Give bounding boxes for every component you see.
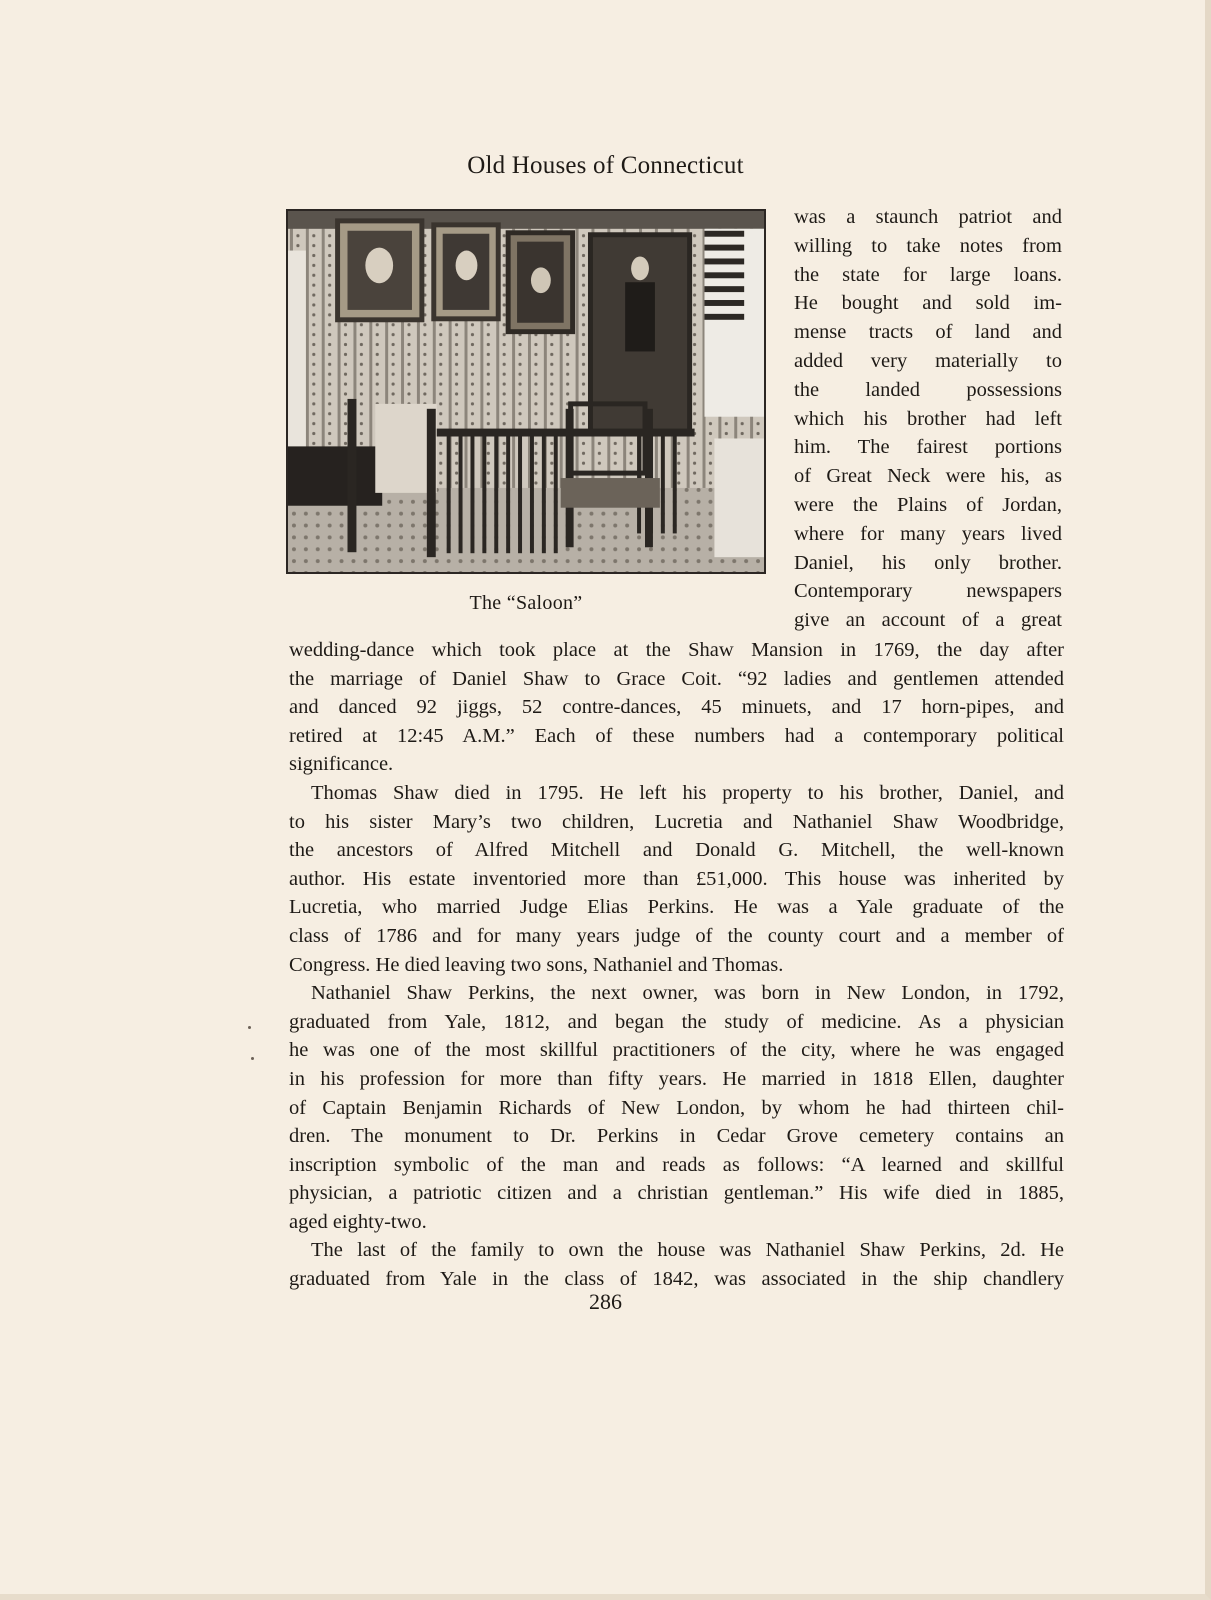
page-number: 286 [589,1289,622,1314]
text-line: were the Plains of Jordan, [794,493,1062,516]
text-line: graduated from Yale, 1812, and began the study of medicine. As a physician [289,1010,1064,1033]
text-line: added very materially to [794,349,1062,372]
text-line: in his profession for more than fifty years. He married in 1818 Ellen, daughter [289,1067,1064,1090]
speck-mark [248,1026,251,1029]
text-line: willing to take notes from [794,234,1062,257]
text-line: he was one of the most skillful practitioners of the city, where he was engaged [289,1039,1064,1062]
text-line: of Great Neck were his, as [794,465,1062,488]
paragraph-start: The last of the family to own the house was Nathaniel Shaw Perkins, 2d. He [311,1239,1064,1262]
figure-photograph [286,209,766,574]
figure-caption: The “Saloon” [469,592,583,614]
main-body-text [289,636,1064,1294]
speck-mark [251,1057,254,1060]
text-line: inscription symbolic of the man and reads as follows: “A learned and skillful [289,1153,1064,1176]
text-line: Daniel, his only brother. [794,551,1062,574]
text-line: Lucretia, who married Judge Elias Perkins. He was a Yale graduate of the [289,896,1064,919]
text-line: where for many years lived [794,522,1062,545]
text-line: dren. The monument to Dr. Perkins in Cedar Grove cemetery contains an [289,1125,1064,1148]
text-line: class of 1786 and for many years judge of the county court and a member of [289,924,1064,947]
text-line: was a staunch patriot and [794,206,1062,228]
photograph-icon [288,211,764,572]
text-line: give an account of a great [794,609,1062,632]
text-line: of Captain Benjamin Richards of New London, by whom he had thirteen chil- [289,1096,1064,1119]
text-line: He bought and sold im- [794,292,1062,315]
text-line: the state for large loans. [794,263,1062,286]
running-head: Old Houses of Connecticut [467,152,744,179]
text-line: mense tracts of land and [794,321,1062,344]
text-line: the marriage of Daniel Shaw to Grace Coit. “92 ladies and gentlemen attended [289,667,1064,690]
text-line: physician, a patriotic citizen and a christian gentleman.” His wife died in 1885, [289,1182,1064,1205]
text-line: which his brother had left [794,407,1062,430]
text-line: significance. [289,753,394,776]
text-line: Congress. He died leaving two sons, Nathaniel and Thomas. [289,953,784,976]
text-line: author. His estate inventoried more than £51,000. This house was inherited by [289,867,1064,890]
text-line: him. The fairest portions [794,436,1062,459]
paragraph-start: Nathaniel Shaw Perkins, the next owner, was born in New London, in 1792, [311,982,1064,1005]
text-line: the ancestors of Alfred Mitchell and Donald G. Mitchell, the well-known [289,839,1064,862]
text-line: the landed possessions [794,378,1062,401]
text-line: retired at 12:45 A.M.” Each of these numbers had a contemporary political [289,724,1064,747]
text-line: wedding-dance which took place at the Shaw Mansion in 1769, the day after [289,639,1064,661]
text-line: to his sister Mary’s two children, Lucretia and Nathaniel Shaw Woodbridge, [289,810,1064,833]
text-line: and danced 92 jiggs, 52 contre-dances, 45 minuets, and 17 horn-pipes, and [289,696,1064,719]
text-line: graduated from Yale in the class of 1842, was associated in the ship chandlery [289,1268,1064,1291]
text-line: Contemporary newspapers [794,580,1062,603]
text-line: aged eighty-two. [289,1210,427,1233]
paragraph-start: Thomas Shaw died in 1795. He left his property to his brother, Daniel, and [311,781,1064,804]
side-column-text [794,203,1062,635]
